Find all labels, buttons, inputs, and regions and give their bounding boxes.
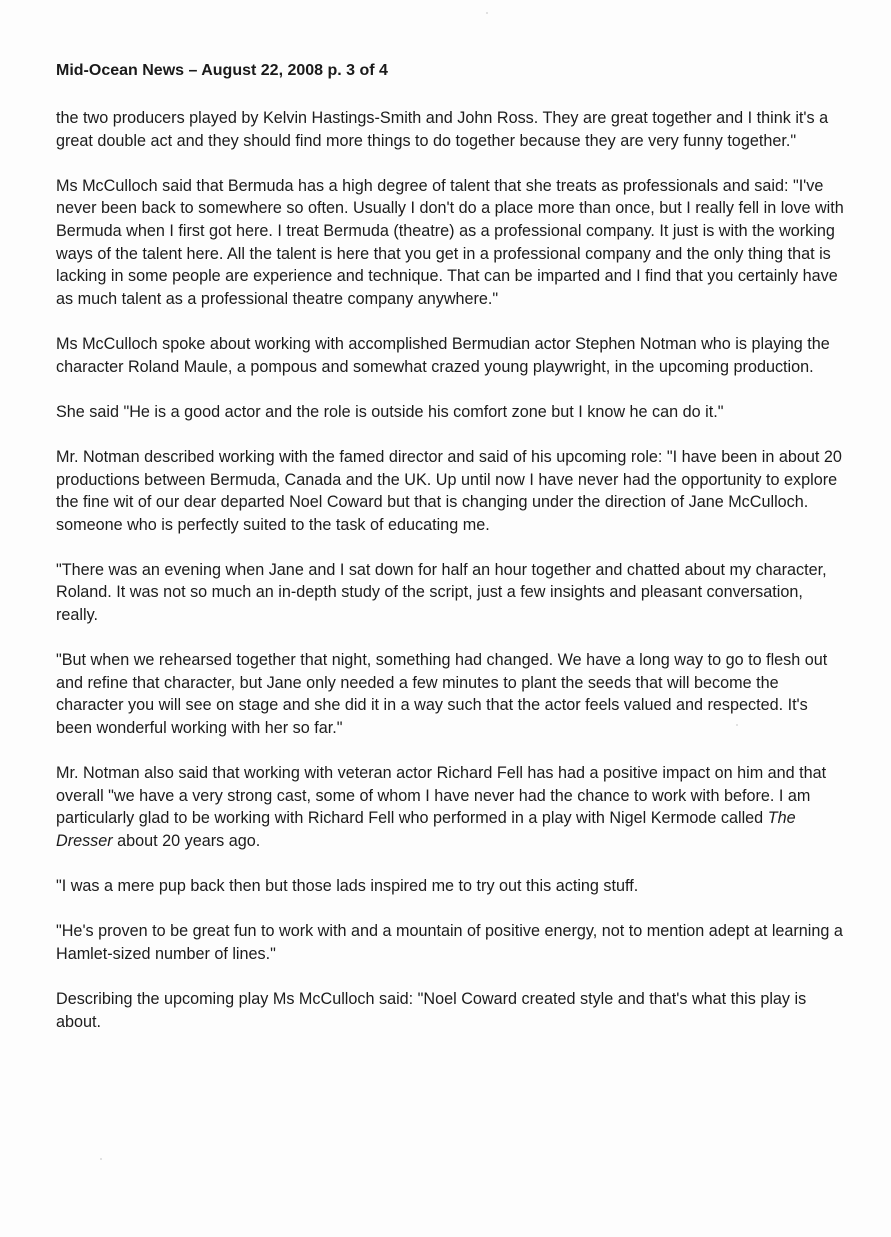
paragraph: Mr. Notman described working with the famed director and said of his upcoming role: "I have been in about 20 productions between Bermuda, Canada and the UK. Up until now I have never had the opportunity to explore the fine wit of our dear departed Noel Coward but that is changing under the direction of Jane McCulloch. someone who is perfectly suited to the task of educating me. — [56, 447, 842, 534]
paragraph: "I was a mere pup back then but those lads inspired me to try out this acting stuff. — [56, 877, 639, 896]
paragraph — [56, 762, 846, 852]
paragraph: Describing the upcoming play Ms McCulloch said: "Noel Coward created style and that's what this play is about. — [56, 990, 807, 1031]
page-header: Mid-Ocean News – August 22, 2008 p. 3 of 4 — [56, 62, 388, 79]
paragraph: the two producers played by Kelvin Hastings-Smith and John Ross. They are great together and I think it's a great double act and they should find more things to do together because they are very funny together." — [56, 109, 829, 150]
paragraph: She said "He is a good actor and the role is outside his comfort zone but I know he can do it." — [56, 402, 724, 421]
play-title: The Dresser — [56, 809, 796, 850]
paragraph: "There was an evening when Jane and I sat down for half an hour together and chatted about my character, Roland. It was not so much an in-depth study of the script, just a few insights and pleasant conversation, really. — [56, 560, 827, 625]
paragraph-text: about 20 years ago. — [112, 832, 261, 850]
paragraph: "But when we rehearsed together that night, something had changed. We have a long way to go to flesh out and refine that character, but Jane only needed a few minutes to plant the seeds that will become the character you will see on stage and she did it in a way such that the actor feels valued and respected. It's been wonderful working with her so far." — [56, 651, 828, 738]
scan-speck — [100, 1158, 102, 1160]
paragraph: Ms McCulloch spoke about working with accomplished Bermudian actor Stephen Notman who is playing the character Roland Maule, a pompous and somewhat crazed young playwright, in the upcoming production. — [56, 334, 830, 376]
article-body — [56, 107, 846, 1033]
paragraph-text: Mr. Notman also said that working with veteran actor Richard Fell has had a positive impact on him and that overall "we have a very strong cast, some of whom I have never had the chance to work with before. I am particularly glad to be working with Richard Fell who performed in a play with Nigel Kermode called — [56, 764, 827, 828]
scan-speck — [486, 12, 488, 14]
scan-speck — [736, 724, 738, 726]
paragraph: "He's proven to be great fun to work with and a mountain of positive energy, not to mention adept at learning a Hamlet-sized number of lines." — [56, 922, 843, 963]
paragraph: Ms McCulloch said that Bermuda has a high degree of talent that she treats as professionals and said: "I've never been back to somewhere so often. Usually I don't do a place more than once, but I really fell in love with Bermuda when I first got here. I treat Bermuda (theatre) as a professional company. It just is with the working ways of the talent here. All the talent is here that you get in a professional company and the only thing that is lacking in some people are experience and technique. That can be imparted and I find that you certainly have as much talent as a professional theatre company anywhere." — [56, 176, 844, 308]
